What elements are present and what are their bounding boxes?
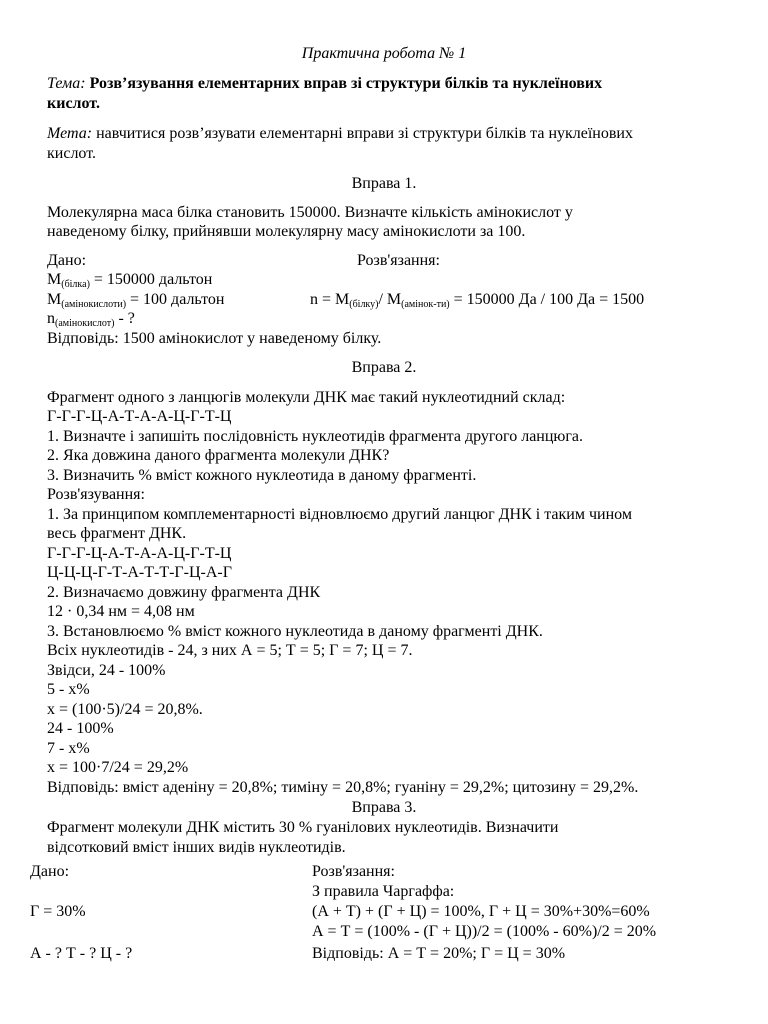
exercise-1-task-line-2: наведеному білку, прийнявши молекулярну масу амінокислоти за 100. bbox=[47, 223, 526, 240]
exercise-3-given-label: Дано: bbox=[30, 863, 70, 880]
exercise-1-given-protein-mass: $M_{(білка)} = 150000$ дальтон bbox=[47, 271, 213, 290]
exercise-2-line: Г-Г-Г-Ц-А-Т-А-А-Ц-Г-Т-Ц bbox=[47, 545, 232, 562]
exercise-3-equation-2: А = Т = (100% - (Г + Ц))/2 = (100% - 60%)/2 = 20% bbox=[312, 923, 657, 940]
topic-text: Розв’язування елементарних вправ зі структури білків та нуклеїнових bbox=[89, 75, 603, 92]
exercise-1-task-line-1: Молекулярна маса білка становить 150000. Визначте кількість амінокислот у bbox=[47, 204, 573, 221]
topic-line-1 bbox=[47, 74, 602, 94]
topic-label: Тема: bbox=[47, 75, 86, 92]
document-title: Практична робота № 1 bbox=[301, 45, 467, 62]
exercise-1-given-label: Дано: bbox=[47, 252, 87, 269]
exercise-1-solution-label: Розв'язання: bbox=[357, 252, 440, 269]
exercise-3-task-line-1: Фрагмент молекули ДНК містить 30 % гуанілових нуклеотидів. Визначити bbox=[47, 819, 559, 836]
exercise-3-answer: Відповідь: А = Т = 20%; Г = Ц = 30% bbox=[312, 945, 566, 962]
exercise-2-line: Г-Г-Г-Ц-А-Т-А-А-Ц-Г-Т-Ц bbox=[47, 408, 232, 425]
exercise-3-given-guanine: Г = 30% bbox=[30, 903, 86, 920]
exercise-1-given-unknown: $n_{(амінокислот)}$ - ? bbox=[47, 310, 135, 329]
exercise-2-line: 1. За принципом комплементарності відновлюємо другий ланцюг ДНК і таким чином bbox=[47, 506, 632, 523]
exercise-3-rule: З правила Чаргаффа: bbox=[312, 883, 455, 900]
exercise-1-title: Вправа 1. bbox=[351, 175, 417, 192]
exercise-2-line: 5 - х% bbox=[47, 681, 90, 698]
exercise-2-line: Фрагмент одного з ланцюгів молекули ДНК має такий нуклеотидний склад: bbox=[47, 389, 566, 406]
exercise-2-line: 24 - 100% bbox=[47, 720, 114, 737]
goal-label: Мета: bbox=[47, 125, 93, 142]
exercise-2-title: Вправа 2. bbox=[351, 359, 417, 376]
exercise-2-line: 12 · 0,34 нм = 4,08 нм bbox=[47, 603, 195, 620]
exercise-2-line: х = (100·5)/24 = 20,8%. bbox=[47, 701, 203, 718]
exercise-3-task-line-2: відсотковий вміст інших видів нуклеотидів. bbox=[47, 839, 346, 856]
goal-text: навчитися розв’язувати елементарні вправи зі структури білків та нуклеїнових bbox=[96, 125, 633, 142]
goal-line-2: кислот. bbox=[47, 145, 96, 162]
exercise-3-unknowns: А - ? Т - ? Ц - ? bbox=[30, 945, 133, 962]
exercise-2-line: 7 - х% bbox=[47, 740, 90, 757]
exercise-2-answer: Відповідь: вміст аденіну = 20,8%; тиміну = 20,8%; гуаніну = 29,2%; цитозину = 29,2%. bbox=[47, 779, 639, 796]
exercise-3-solution-label: Розв'язання: bbox=[312, 863, 395, 880]
exercise-2-line: весь фрагмент ДНК. bbox=[47, 525, 187, 542]
exercise-1-given-amino-mass: $M_{(амінокислоти)} = 100$ дальтон bbox=[47, 291, 225, 310]
goal-line-1 bbox=[47, 124, 633, 144]
exercise-2-line: 2. Яка довжина даного фрагмента молекули ДНК? bbox=[47, 447, 390, 464]
exercise-2-line: х = 100·7/24 = 29,2% bbox=[47, 759, 189, 776]
exercise-2-line: Ц-Ц-Ц-Г-Т-А-Т-Т-Г-Ц-А-Г bbox=[47, 564, 233, 581]
exercise-2-line: 3. Визначить % вміст кожного нуклеотида в даному фрагменті. bbox=[47, 467, 477, 484]
exercise-2-line: 1. Визначте і запишіть послідовність нуклеотидів фрагмента другого ланцюга. bbox=[47, 428, 584, 445]
exercise-2-line: Розв'язування: bbox=[47, 486, 145, 503]
topic-line-2: кислот. bbox=[47, 95, 100, 112]
exercise-2-line: Звідси, 24 - 100% bbox=[47, 662, 166, 679]
exercise-2-line: Всіх нуклеотидів - 24, з них А = 5; Т = 5; Г = 7; Ц = 7. bbox=[47, 642, 413, 659]
exercise-2-line: 3. Встановлюємо % вміст кожного нуклеотида в даному фрагменті ДНК. bbox=[47, 623, 543, 640]
exercise-1-formula: $n = M_{(білку)}/$ $M_{(амінок-ти)} = 150000$ Да / 100 Да = 1500 bbox=[310, 291, 645, 310]
exercise-3-equation-1: (А + Т) + (Г + Ц) = 100%, Г + Ц = 30%+30%=60% bbox=[312, 903, 650, 920]
exercise-1-answer: Відповідь: 1500 амінокислот у наведеному білку. bbox=[47, 330, 382, 347]
exercise-2-line: 2. Визначаємо довжину фрагмента ДНК bbox=[47, 584, 321, 601]
exercise-3-title: Вправа 3. bbox=[351, 799, 417, 816]
